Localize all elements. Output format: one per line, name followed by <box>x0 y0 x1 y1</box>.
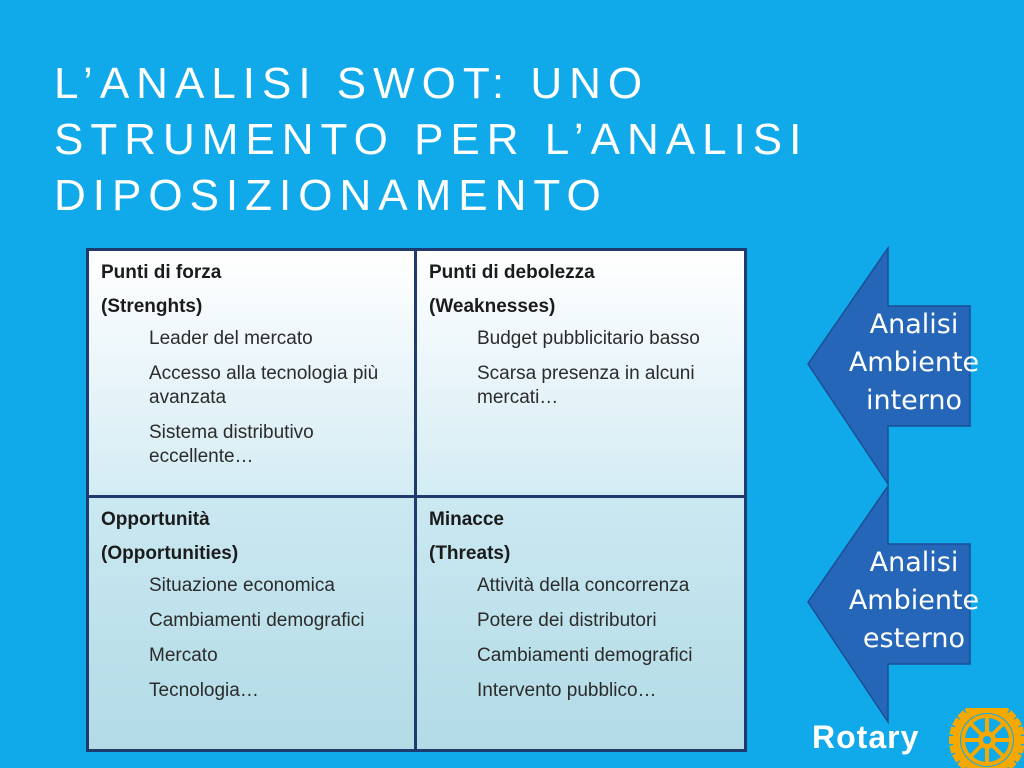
opportunities-heading: Opportunità <box>101 509 210 530</box>
threats-subheading: (Threats) <box>429 543 511 564</box>
list-item: Intervento pubblico… <box>477 680 657 701</box>
list-item: Potere dei distributori <box>477 610 657 631</box>
list-item: Accesso alla tecnologia più avanzata <box>149 363 379 408</box>
list-item: Mercato <box>149 645 218 666</box>
rotary-wheel-icon <box>946 708 1024 768</box>
rotary-logo <box>812 708 1024 768</box>
strengths-list <box>101 327 404 469</box>
internal-analysis-label: Analisi Ambiente interno <box>848 309 980 416</box>
list-item: Cambiamenti demografici <box>477 645 693 666</box>
list-item: Cambiamenti demografici <box>149 610 365 631</box>
title-line-3: DIPOSIZIONAMENTO <box>54 171 608 220</box>
external-analysis-arrow <box>806 484 1006 724</box>
title-line-2: STRUMENTO PER L’ANALISI <box>54 115 809 164</box>
threats-heading: Minacce <box>429 509 504 530</box>
list-item: Leader del mercato <box>149 328 313 349</box>
swot-strengths-cell <box>89 251 414 495</box>
opportunities-subheading: (Opportunities) <box>101 543 239 564</box>
strengths-heading: Punti di forza <box>101 262 222 283</box>
swot-opportunities-cell <box>89 498 414 749</box>
internal-analysis-arrow <box>806 246 1006 486</box>
swot-weaknesses-cell <box>417 251 744 495</box>
swot-matrix <box>86 248 747 752</box>
weaknesses-subheading: (Weaknesses) <box>429 296 556 317</box>
external-analysis-label: Analisi Ambiente esterno <box>848 547 980 654</box>
list-item: Tecnologia… <box>149 680 259 701</box>
title-line-1: L’ANALISI SWOT: UNO <box>54 59 650 108</box>
list-item: Scarsa presenza in alcuni mercati… <box>477 363 695 408</box>
weaknesses-list <box>429 327 734 410</box>
strengths-subheading: (Strenghts) <box>101 296 203 317</box>
list-item: Sistema distributivo eccellente… <box>149 422 314 467</box>
slide-title <box>54 56 954 224</box>
list-item: Attività della concorrenza <box>477 575 690 596</box>
rotary-wordmark: Rotary <box>812 719 920 755</box>
opportunities-list <box>101 574 404 703</box>
swot-threats-cell <box>417 498 744 749</box>
list-item: Situazione economica <box>149 575 335 596</box>
threats-list <box>429 574 734 703</box>
list-item: Budget pubblicitario basso <box>477 328 700 349</box>
weaknesses-heading: Punti di debolezza <box>429 262 595 283</box>
